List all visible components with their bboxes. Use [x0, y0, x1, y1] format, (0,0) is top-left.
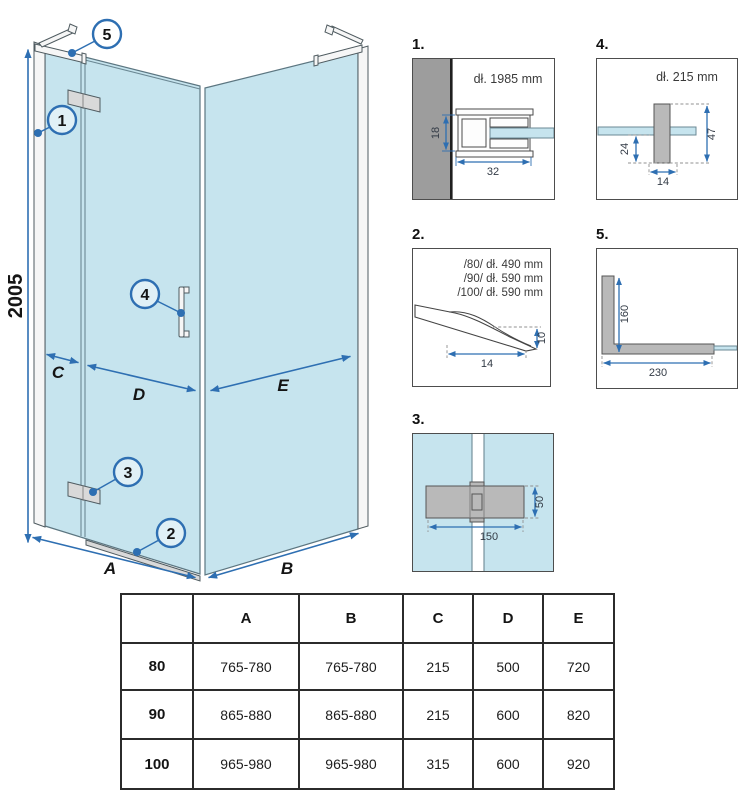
detail-3-dim-height: 50 [534, 495, 546, 509]
detail-1-dim-height: 18 [430, 126, 442, 140]
glass-hinge [426, 482, 524, 522]
table-header-cell-a: A [193, 594, 299, 643]
glass-edge [490, 128, 554, 138]
detail-2-line-100: /100/ dł. 590 mm [457, 287, 543, 299]
dimension-a-label: A [103, 559, 117, 578]
table-header-cell-d: D [473, 594, 543, 643]
svg-text:5: 5 [102, 27, 112, 44]
detail-4 [596, 36, 738, 200]
table-header-cell-c: C [403, 594, 473, 643]
callout-5 [68, 20, 121, 57]
detail-2-drawing [413, 249, 550, 386]
table-header-cell-empty [121, 594, 193, 643]
table-cell: 765-780 [299, 643, 403, 690]
detail-4-length-label: dł. 215 mm [656, 70, 718, 84]
table-row-label: 90 [121, 690, 193, 739]
detail-4-number: 4. [596, 36, 609, 53]
svg-text:2: 2 [166, 526, 176, 543]
wall-profile-left [34, 42, 45, 527]
detail-5-number: 5. [596, 226, 609, 243]
detail-3-number: 3. [412, 411, 425, 428]
wall-face-line [450, 59, 453, 199]
table-cell: 965-980 [299, 739, 403, 789]
glass-edge [714, 346, 737, 350]
table-cell: 500 [473, 643, 543, 690]
table-cell: 215 [403, 690, 473, 739]
table-cell: 920 [543, 739, 614, 789]
detail-4-drawing [597, 59, 737, 199]
main-assembly-diagram [0, 0, 405, 600]
detail-4-dim-offset: 24 [619, 142, 631, 156]
wall-bracket-profile [456, 109, 554, 157]
detail-4-dim-height: 47 [706, 127, 718, 141]
support-bar-profile [654, 104, 670, 163]
detail-2-dim-height: 10 [536, 331, 548, 345]
detail-2-dim-width: 14 [480, 358, 494, 370]
detail-2-line-80: /80/ dł. 490 mm [463, 259, 543, 271]
table-row-label: 100 [121, 739, 193, 789]
table-row [121, 643, 614, 690]
detail-1-number: 1. [412, 36, 425, 53]
table-cell: 820 [543, 690, 614, 739]
detail-2-line-90: /90/ dł. 590 mm [463, 273, 543, 285]
detail-1 [412, 36, 555, 200]
detail-2 [412, 226, 551, 387]
detail-1-length-label: dł. 1985 mm [473, 72, 543, 86]
top-rail-left-cap [82, 53, 86, 64]
table-cell: 965-980 [193, 739, 299, 789]
top-bracket-right-arm [330, 26, 363, 44]
detail-5-dim-width: 230 [648, 367, 668, 379]
dimension-height-label: 2005 [5, 273, 27, 319]
detail-3-dim-width: 150 [479, 531, 499, 543]
dimension-b-label: B [280, 559, 294, 578]
dimension-c-label: C [51, 363, 65, 382]
detail-3-drawing [413, 434, 553, 571]
table-row [121, 739, 614, 789]
table-row [121, 690, 614, 739]
detail-4-dim-width: 14 [656, 176, 670, 188]
glass-panel-right [205, 50, 358, 575]
top-rail-right-cap [314, 55, 318, 66]
detail-5-drawing [597, 249, 737, 388]
detail-3 [412, 411, 554, 572]
seal-profile [415, 305, 536, 351]
wall-profile-right [358, 46, 368, 529]
table-header-row [121, 594, 614, 643]
table-cell: 600 [473, 690, 543, 739]
spec-table [120, 593, 615, 790]
table-cell: 315 [403, 739, 473, 789]
table-cell: 865-880 [193, 690, 299, 739]
glass-edge [598, 127, 696, 135]
table-cell: 720 [543, 643, 614, 690]
table-header-cell-e: E [543, 594, 614, 643]
detail-5 [596, 226, 738, 389]
table-cell: 865-880 [299, 690, 403, 739]
dimension-d-label: D [132, 385, 146, 404]
detail-5-dim-height: 160 [619, 304, 631, 324]
detail-2-number: 2. [412, 226, 425, 243]
table-cell: 765-780 [193, 643, 299, 690]
table-header-cell-b: B [299, 594, 403, 643]
table-row-label: 80 [121, 643, 193, 690]
svg-text:4: 4 [140, 287, 150, 304]
svg-text:3: 3 [123, 465, 133, 482]
table-cell: 215 [403, 643, 473, 690]
table-cell: 600 [473, 739, 543, 789]
dimension-e-label: E [277, 376, 289, 395]
detail-1-dim-width: 32 [486, 166, 500, 178]
detail-1-drawing [413, 59, 554, 199]
svg-text:1: 1 [57, 113, 67, 130]
